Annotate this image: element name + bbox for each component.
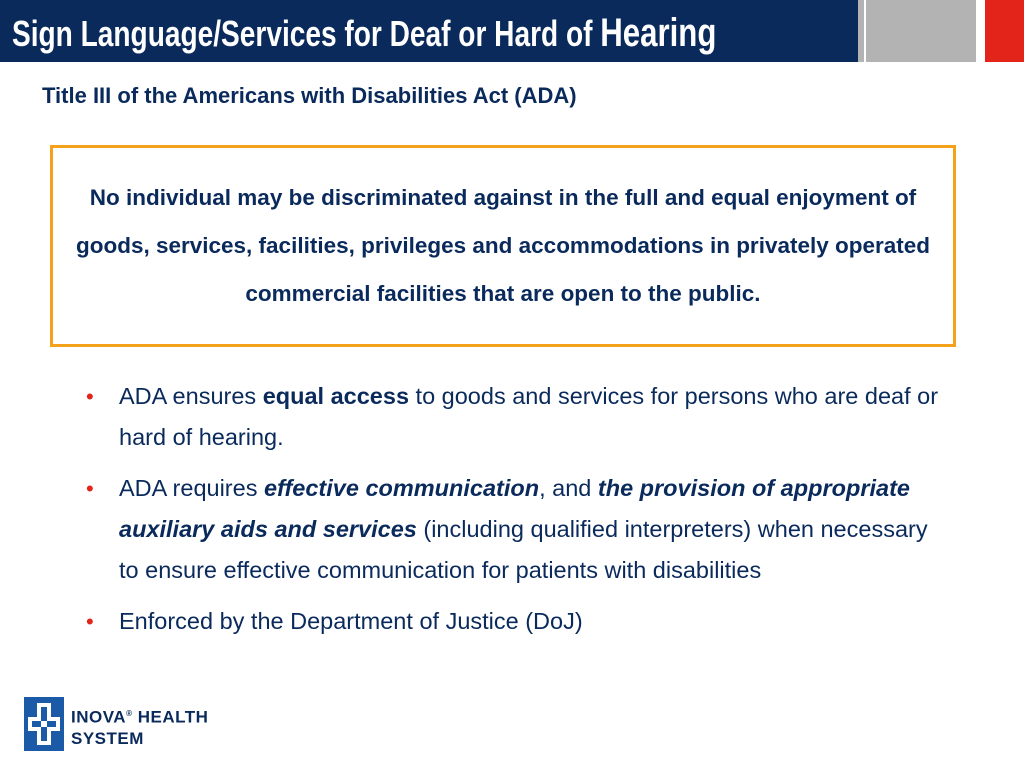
bullet-text: ADA requires: [119, 475, 264, 501]
logo-line1: INOVA: [71, 707, 127, 727]
corner-gray-block: [866, 0, 976, 62]
logo-line1-rest: HEALTH: [132, 707, 209, 727]
quote-text: No individual may be discriminated against in the full and equal enjoyment of goods, services, facilities, privileges and accommodations in privately operated commercial facilities that are open to the public.: [75, 185, 931, 306]
bullet-list: [82, 376, 942, 652]
quote-box: [50, 145, 956, 347]
bullet-emphasis: equal access: [262, 383, 410, 409]
inova-logo: [24, 697, 229, 753]
inova-cross-icon: [24, 697, 64, 751]
bullet-item-equal-access: [82, 376, 942, 458]
slide-title-last-word: Hearing: [600, 11, 717, 55]
title-bar-edge: [858, 0, 864, 62]
slide-title: [12, 10, 716, 57]
bullet-dot-icon: •: [86, 609, 94, 634]
bullet-item-effective-communication: [82, 468, 942, 591]
slide-title-text: Sign Language/Services for Deaf or Hard of: [12, 13, 601, 54]
bullet-emphasis: the provision of appropriate auxiliary aids and services: [119, 475, 910, 542]
logo-registered-mark: ®: [126, 709, 133, 718]
bullet-dot-icon: •: [86, 476, 94, 501]
bullet-text: Enforced by the Department of Justice (DoJ): [119, 608, 583, 634]
bullet-dot-icon: •: [86, 384, 94, 409]
bullet-text: , and: [539, 475, 598, 501]
corner-red-block: [985, 0, 1024, 62]
bullet-text: ADA ensures: [119, 383, 263, 409]
slide-subtitle: Title III of the Americans with Disabilities Act (ADA): [42, 83, 577, 108]
bullet-text: to goods and services for persons who are deaf or hard of hearing.: [119, 383, 939, 450]
logo-wordmark: [71, 703, 208, 749]
bullet-item-enforcement: [82, 601, 942, 642]
title-bar: [0, 0, 858, 62]
logo-line2: SYSTEM: [71, 728, 144, 748]
bullet-text: (including qualified interpreters) when necessary to ensure effective communication for patients with disabilities: [119, 516, 928, 583]
bullet-emphasis: effective communication: [263, 475, 540, 501]
